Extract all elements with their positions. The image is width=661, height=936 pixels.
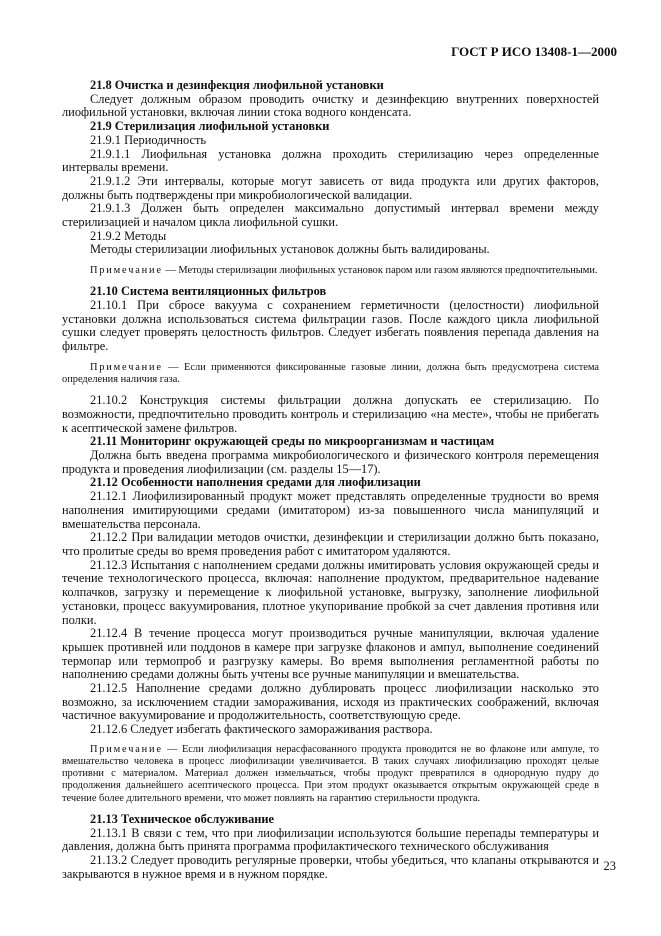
paragraph-21-9-2: Методы стерилизации лиофильных установок должны быть валидированы. — [90, 242, 490, 257]
paragraph-21-12-1: 21.12.1 Лиофилизированный продукт может представлять определенные трудности во время наполнения имитирующими средами (имитатором) из-за повышенного числа манипуляций и вмешательства персонала. — [62, 489, 599, 531]
note-3 — [62, 744, 599, 805]
section-heading-21-9: 21.9 Стерилизация лиофильной установки — [90, 119, 330, 134]
paragraph-21-11: Должна быть введена программа микробиологического и физического контроля перемещения продукта и проведения лиофилизации (см. разделы 15—17). — [62, 448, 599, 476]
paragraph-21-8: Следует должным образом проводить очистку и дезинфекцию внутренних поверхностей лиофильной установки, включая линии стока водного конденсата. — [62, 91, 599, 120]
page-content — [62, 79, 599, 881]
paragraph-21-12-4: 21.12.4 В течение процесса могут производиться ручные манипуляции, включая удаление крышек противней или поддонов в камере при загрузке флаконов и ампул, выполнение соединений термопар или термопроб и разгрузку камеры. Во время выполнения регламентной работы по наполнению средами должны быть учтены все ручные манипуляции и вмешательства. — [62, 626, 599, 682]
section-heading-21-8: 21.8 Очистка и дезинфекция лиофильной установки — [90, 78, 384, 92]
note-label: Примечание — [90, 743, 163, 755]
paragraph-21-12-3: 21.12.3 Испытания с наполнением средами должны имитировать условия окружающей среды и течение технологического процесса, включая: наполнение продуктом, предварительное надевание колпачков, загрузку и перемещение к лиофильной установке, выгрузку, заполнение лиофильной установки, процесс вакуумирования, плотное укупоривание пробкой за счет давления противня или полки. — [62, 557, 599, 627]
section-heading-21-10: 21.10 Система вентиляционных фильтров — [90, 284, 327, 299]
subheading-21-9-1: 21.9.1 Периодичность — [90, 132, 207, 147]
page-number: 23 — [603, 859, 616, 873]
note-label: Примечание — [90, 265, 163, 277]
paragraph-21-13-2: 21.13.2 Следует проводить регулярные проверки, чтобы убедиться, что клапаны открываются и закрываются в нужное время и в нужном порядке. — [62, 852, 599, 881]
subheading-21-9-2: 21.9.2 Методы — [90, 228, 167, 243]
note-label: Примечание — [90, 361, 163, 373]
note-1-text: — Методы стерилизации лиофильных установок паром или газом являются предпочтительными. — [162, 265, 598, 277]
note-2 — [62, 362, 599, 386]
section-heading-21-11: 21.11 Мониторинг окружающей среды по микроорганизмам и частицам — [90, 434, 495, 449]
document-code-header: ГОСТ Р ИСО 13408-1—2000 — [451, 44, 617, 59]
paragraph-21-10-2: 21.10.2 Конструкция системы фильтрации должна допускать ее стерилизацию. По возможности, предпочтительно проводить контроль и стерилизацию «на месте», чтобы не прибегать к асептической замене фильтров. — [62, 393, 599, 435]
paragraph-21-12-6: 21.12.6 Следует избегать фактического замораживания раствора. — [90, 722, 433, 737]
paragraph-21-9-1-1: 21.9.1.1 Лиофильная установка должна проходить стерилизацию через определенные интервалы времени. — [62, 146, 599, 175]
note-2-text: — Если применяются фиксированные газовые линии, должна быть предусмотрена система определения наличия газа. — [62, 361, 599, 386]
paragraph-21-12-2: 21.12.2 При валидации методов очистки, дезинфекции и стерилизации должно быть показано, что пролитые среды во время проведения работ с имитатором удаляются. — [62, 530, 599, 558]
paragraph-21-9-1-3: 21.9.1.3 Должен быть определен максимально допустимый интервал времени между стерилизацией и началом цикла лиофильной сушки. — [62, 201, 599, 230]
paragraph-21-13-1: 21.13.1 В связи с тем, что при лиофилизации используются большие перепады температуры и давления, должна быть принята программа профилактического технического обслуживания — [62, 825, 599, 854]
paragraph-21-9-1-2: 21.9.1.2 Эти интервалы, которые могут зависеть от вида продукта или других факторов, должны быть подтверждены при микробиологической валидации. — [62, 173, 599, 202]
paragraph-21-10-1: 21.10.1 При сбросе вакуума с сохранением герметичности (целостности) лиофильной установки должна использоваться система фильтрации газов. После каждого цикла лиофильной сушки следует проверять целостность фильтров. Следует избегать появления перепада давления на фильтре. — [62, 298, 599, 354]
paragraph-21-12-5: 21.12.5 Наполнение средами должно дублировать процесс лиофилизации насколько это возможно, за исключением стадии замораживания, исходя из практических соображений, включая частичное вакуумирование и продолжительность, соответствующую среде. — [62, 681, 599, 723]
note-1 — [62, 265, 599, 277]
note-3-text: — Если лиофилизация нерасфасованного продукта проводится не во флаконе или ампуле, то вмешательство человека в процесс лиофилизации увеличивается. В таких случаях лиофилизацию проходят целые противни с материалом. Материал должен измельчаться, чтобы продукт превратился в однородную пудру до продолжения дальнейшего асептического процесса. При этом продукт оказывается открытым окружающей среде в течение более длительного времени, что может повлиять на гарантию стерильности продукта. — [62, 743, 599, 804]
section-heading-21-12: 21.12 Особенности наполнения средами для лиофилизации — [90, 475, 421, 490]
section-heading-21-13: 21.13 Техническое обслуживание — [90, 811, 275, 826]
